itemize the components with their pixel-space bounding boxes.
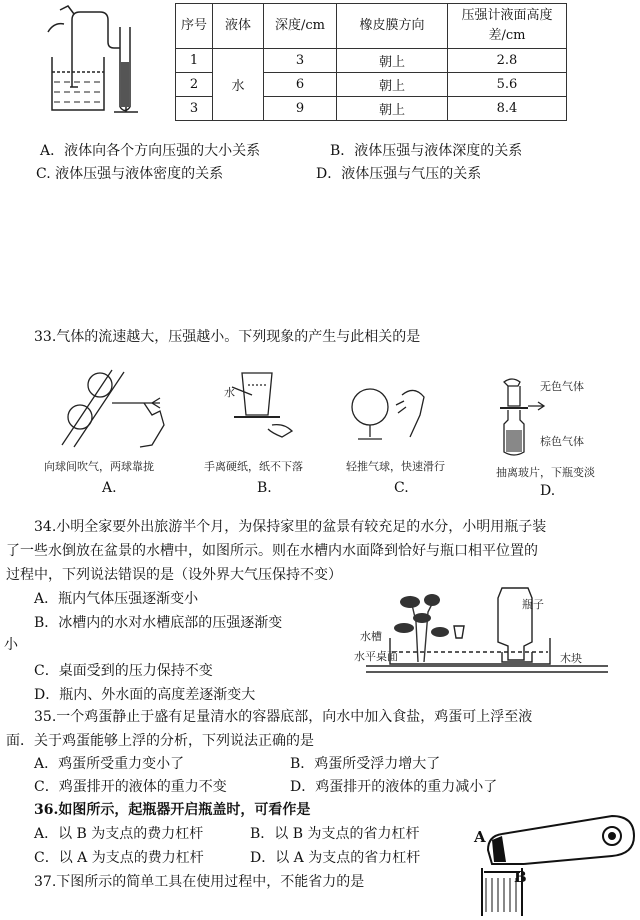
- table-cell: 3: [176, 97, 213, 121]
- table-row: [176, 49, 567, 73]
- question-stem: 了一些水倒放在盆景的水槽中，如图所示。则在水槽内水面降到恰好与瓶口相平位置的: [6, 543, 538, 559]
- option-d: D．以 A 为支点的省力杠杆: [250, 850, 421, 866]
- table-cell: 2.8: [448, 49, 567, 73]
- cup-card-figure: [212, 365, 302, 455]
- block-label: 木块: [560, 652, 582, 665]
- plant-bottle-figure: [360, 582, 615, 682]
- question-stem: 34.小明全家要外出旅游半个月，为保持家里的盆景有较充足的水分，小明用瓶子装: [34, 519, 547, 535]
- table-cell: 2: [176, 73, 213, 97]
- question-stem: 37.下图所示的简单工具在使用过程中，不能省力的是: [34, 874, 365, 890]
- table-cell: 朝上: [337, 97, 448, 121]
- figure-letter-b: B.: [257, 480, 272, 496]
- table-cell: 8.4: [448, 97, 567, 121]
- trough-label: 水槽: [360, 630, 382, 643]
- question-stem: 过程中，下列说法错误的是（设外界大气压保持不变）: [6, 567, 342, 583]
- table-cell: 1: [176, 49, 213, 73]
- option-b: B．以 B 为支点的省力杠杆: [250, 826, 420, 842]
- option-d: D．液体压强与气压的关系: [316, 166, 482, 182]
- figure-caption-c: 轻推气球，快速滑行: [346, 460, 445, 473]
- point-a-label: A: [474, 828, 486, 846]
- figure-letter-d: D.: [540, 483, 556, 499]
- pressure-gauge-figure: [42, 2, 142, 122]
- option-c: C．鸡蛋排开的液体的重力不变: [34, 779, 227, 795]
- figure-caption-a: 向球间吹气，两球靠拢: [44, 460, 154, 473]
- table-header-row: [176, 4, 567, 49]
- figure-caption-b: 手离硬纸，纸不下落: [204, 460, 303, 473]
- balloon-figure: [340, 375, 450, 455]
- bottle-label: 瓶子: [522, 598, 544, 611]
- option-a: A．瓶内气体压强逐渐变小: [34, 591, 199, 607]
- option-a: A．液体向各个方向压强的大小关系: [40, 143, 261, 159]
- data-table: [175, 3, 567, 121]
- option-b: B．冰槽内的水对水槽底部的压强逐渐变: [34, 615, 283, 631]
- table-header: 液体: [213, 4, 264, 49]
- table-cell: 5.6: [448, 73, 567, 97]
- option-d: D．瓶内、外水面的高度差逐渐变大: [34, 687, 256, 703]
- question-stem: 33.气体的流速越大，压强越小。下列现象的产生与此相关的是: [34, 329, 421, 345]
- option-b: B．液体压强与液体深度的关系: [330, 143, 523, 159]
- table-header: 压强计液面高度差/cm: [448, 4, 567, 49]
- colorless-gas-label: 无色气体: [540, 380, 584, 393]
- table-header: 序号: [176, 4, 213, 49]
- table-header: 橡皮膜方向: [337, 4, 448, 49]
- figure-caption-d: 抽离玻片，下瓶变淡: [496, 466, 595, 479]
- table-header: 深度/cm: [264, 4, 337, 49]
- table-cell: 朝上: [337, 73, 448, 97]
- option-c: C．桌面受到的压力保持不变: [34, 663, 213, 679]
- table-cell: 6: [264, 73, 337, 97]
- question-stem: 面．关于鸡蛋能够上浮的分析，下列说法正确的是: [6, 733, 314, 749]
- table-cell: 3: [264, 49, 337, 73]
- table-cell: 9: [264, 97, 337, 121]
- figure-letter-c: C.: [394, 480, 409, 496]
- water-label: 水: [224, 386, 235, 399]
- table-cell: 水: [213, 49, 264, 121]
- question-stem: 36.如图所示，起瓶器开启瓶盖时，可看作是: [34, 802, 311, 818]
- option-c: C．以 A 为支点的费力杠杆: [34, 850, 204, 866]
- question-stem: 35.一个鸡蛋静止于盛有足量清水的容器底部，向水中加入食盐，鸡蛋可上浮至液: [34, 709, 533, 725]
- point-b-label: B: [514, 868, 527, 886]
- option-c: C. 液体压强与液体密度的关系: [36, 166, 224, 182]
- table-label: 水平桌面: [354, 650, 398, 663]
- option-a: A．以 B 为支点的费力杠杆: [34, 826, 204, 842]
- two-balls-figure: [52, 365, 182, 455]
- figure-letter-a: A.: [102, 480, 117, 496]
- bottle-opener-figure: [462, 812, 638, 918]
- table-cell: 朝上: [337, 49, 448, 73]
- option-b-cont: 小: [4, 637, 18, 653]
- option-b: B．鸡蛋所受浮力增大了: [290, 756, 441, 772]
- option-d: D．鸡蛋排开的液体的重力减小了: [290, 779, 498, 795]
- option-a: A．鸡蛋所受重力变小了: [34, 756, 185, 772]
- brown-gas-label: 棕色气体: [540, 435, 584, 448]
